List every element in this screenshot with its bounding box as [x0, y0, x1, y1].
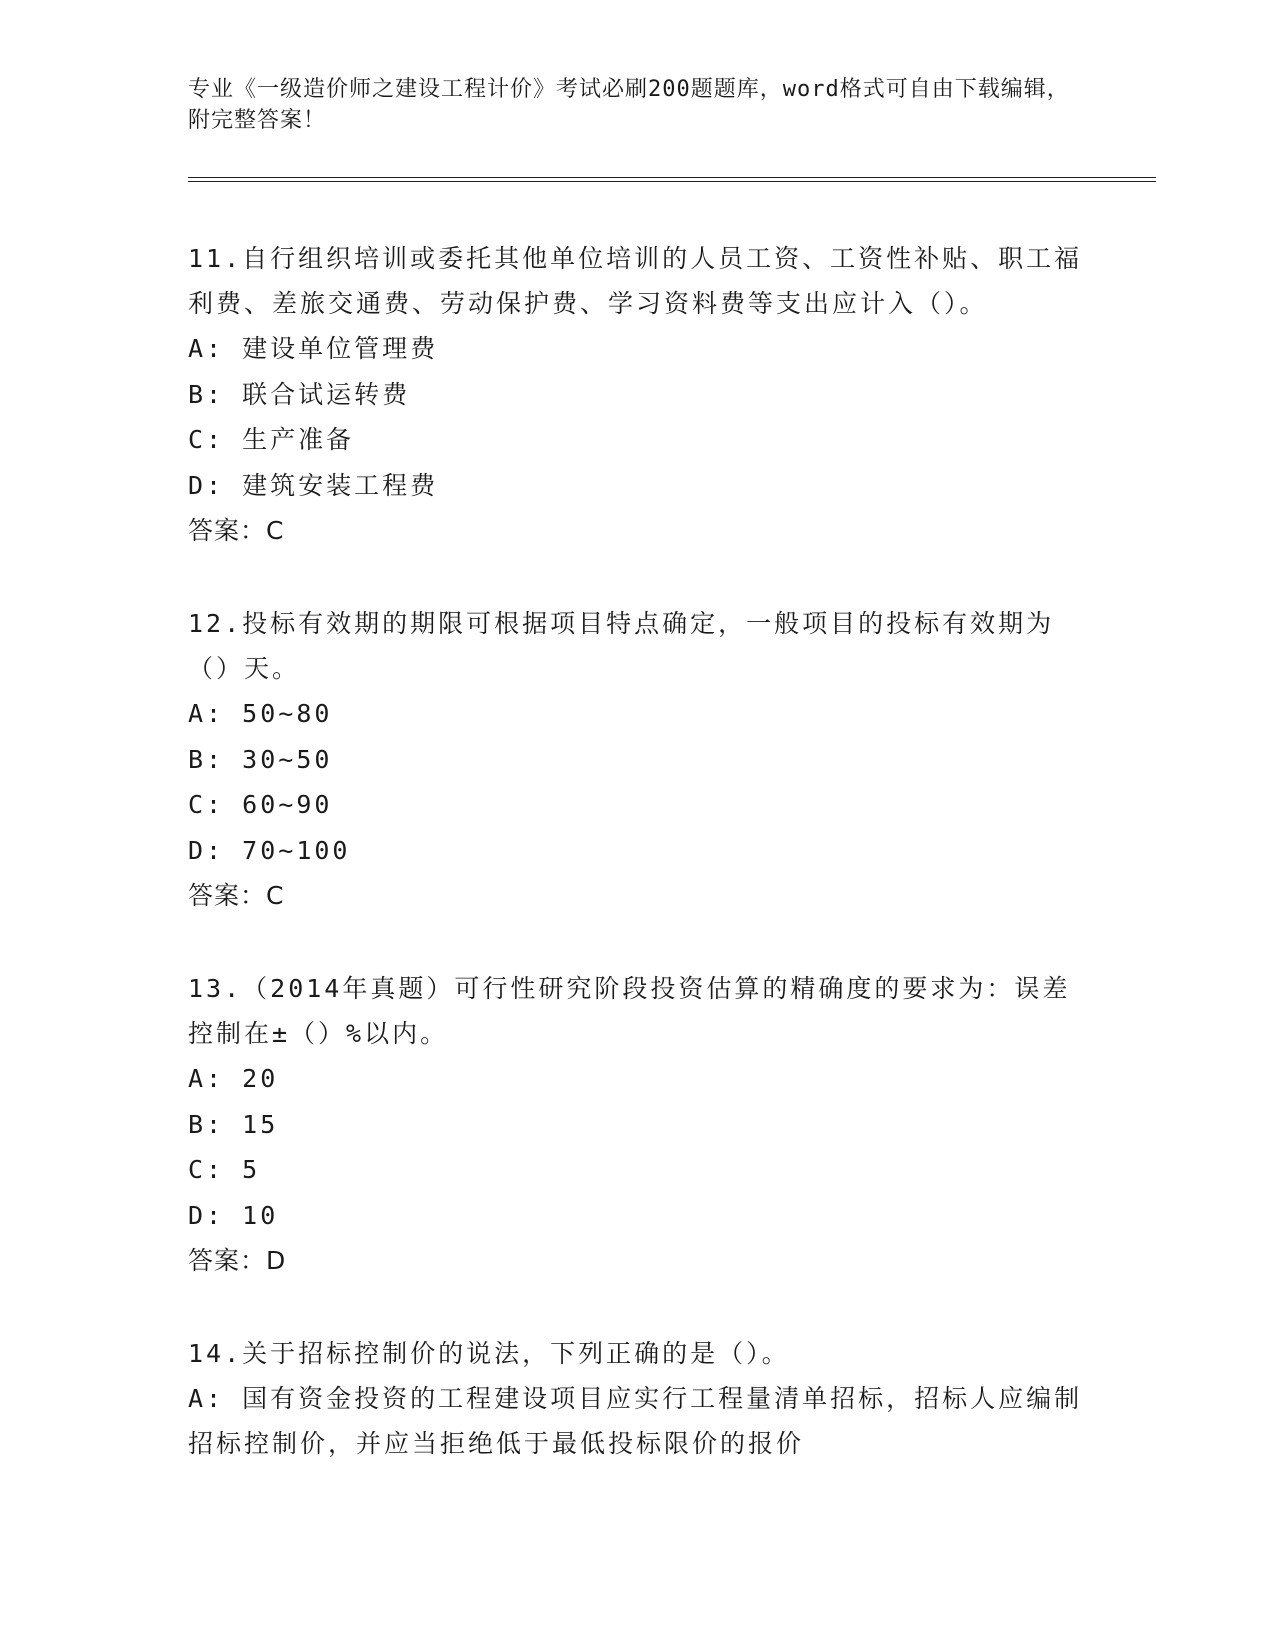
option-b	[188, 372, 1088, 418]
option-letter: A:	[188, 1064, 225, 1093]
option-d	[188, 463, 1088, 509]
option-letter: D:	[188, 1200, 225, 1230]
option-letter: C:	[188, 1155, 225, 1184]
question-stem: 14.关于招标控制价的说法，下列正确的是（）。	[188, 1339, 790, 1368]
question-11	[188, 236, 1088, 554]
answer-line: 答案：C	[188, 881, 285, 910]
option-text: 30~50	[242, 744, 333, 774]
option-letter: B:	[188, 744, 225, 774]
option-letter: D:	[188, 835, 225, 865]
option-text: 5	[242, 1155, 261, 1184]
option-letter: D:	[188, 470, 225, 500]
option-text: 国有资金投资的工程建设项目应实行工程量清单招标，招标人应编制招标控制价，并应当拒绝低于最低投标限价的报价	[188, 1384, 1083, 1458]
option-a	[188, 326, 1088, 372]
option-text: 15	[242, 1109, 279, 1139]
option-c	[188, 417, 1088, 463]
option-text: 50~80	[242, 699, 333, 728]
option-a	[188, 691, 1088, 737]
option-text: 建筑安装工程费	[242, 470, 439, 500]
option-letter: B:	[188, 1109, 225, 1139]
answer-line: 答案：C	[188, 516, 285, 545]
option-letter: C:	[188, 425, 225, 454]
header-divider	[188, 177, 1156, 182]
option-text: 联合试运转费	[242, 379, 411, 409]
option-a	[188, 1376, 1088, 1466]
option-text: 60~90	[242, 790, 333, 819]
option-c	[188, 782, 1088, 828]
question-12	[188, 601, 1088, 919]
option-letter: A:	[188, 334, 225, 363]
option-a	[188, 1056, 1088, 1102]
option-letter: A:	[188, 1384, 225, 1413]
option-b	[188, 1102, 1088, 1148]
option-text: 生产准备	[242, 425, 355, 454]
option-text: 10	[242, 1200, 279, 1230]
option-text: 20	[242, 1064, 279, 1093]
option-text: 70~100	[242, 835, 351, 865]
page-header: 专业《一级造价师之建设工程计价》考试必刷200题题库，word格式可自由下载编辑，附完整答案！	[188, 77, 1070, 133]
question-14	[188, 1331, 1088, 1466]
option-letter: A:	[188, 699, 225, 728]
question-stem: 12.投标有效期的期限可根据项目特点确定，一般项目的投标有效期为（）天。	[188, 609, 1055, 683]
option-b	[188, 737, 1088, 783]
question-list	[188, 236, 1088, 1513]
question-stem: 11.自行组织培训或委托其他单位培训的人员工资、工资性补贴、职工福利费、差旅交通费、劳动保护费、学习资料费等支出应计入（）。	[188, 244, 1083, 318]
answer-line: 答案：D	[188, 1246, 287, 1275]
option-c	[188, 1147, 1088, 1193]
option-letter: B:	[188, 379, 225, 409]
option-letter: C:	[188, 790, 225, 819]
option-text: 建设单位管理费	[242, 334, 439, 363]
option-d	[188, 1193, 1088, 1239]
question-stem: 13.（2014年真题）可行性研究阶段投资估算的精确度的要求为：误差控制在±（）%以内。	[188, 974, 1071, 1048]
question-13	[188, 966, 1088, 1284]
option-d	[188, 828, 1088, 874]
